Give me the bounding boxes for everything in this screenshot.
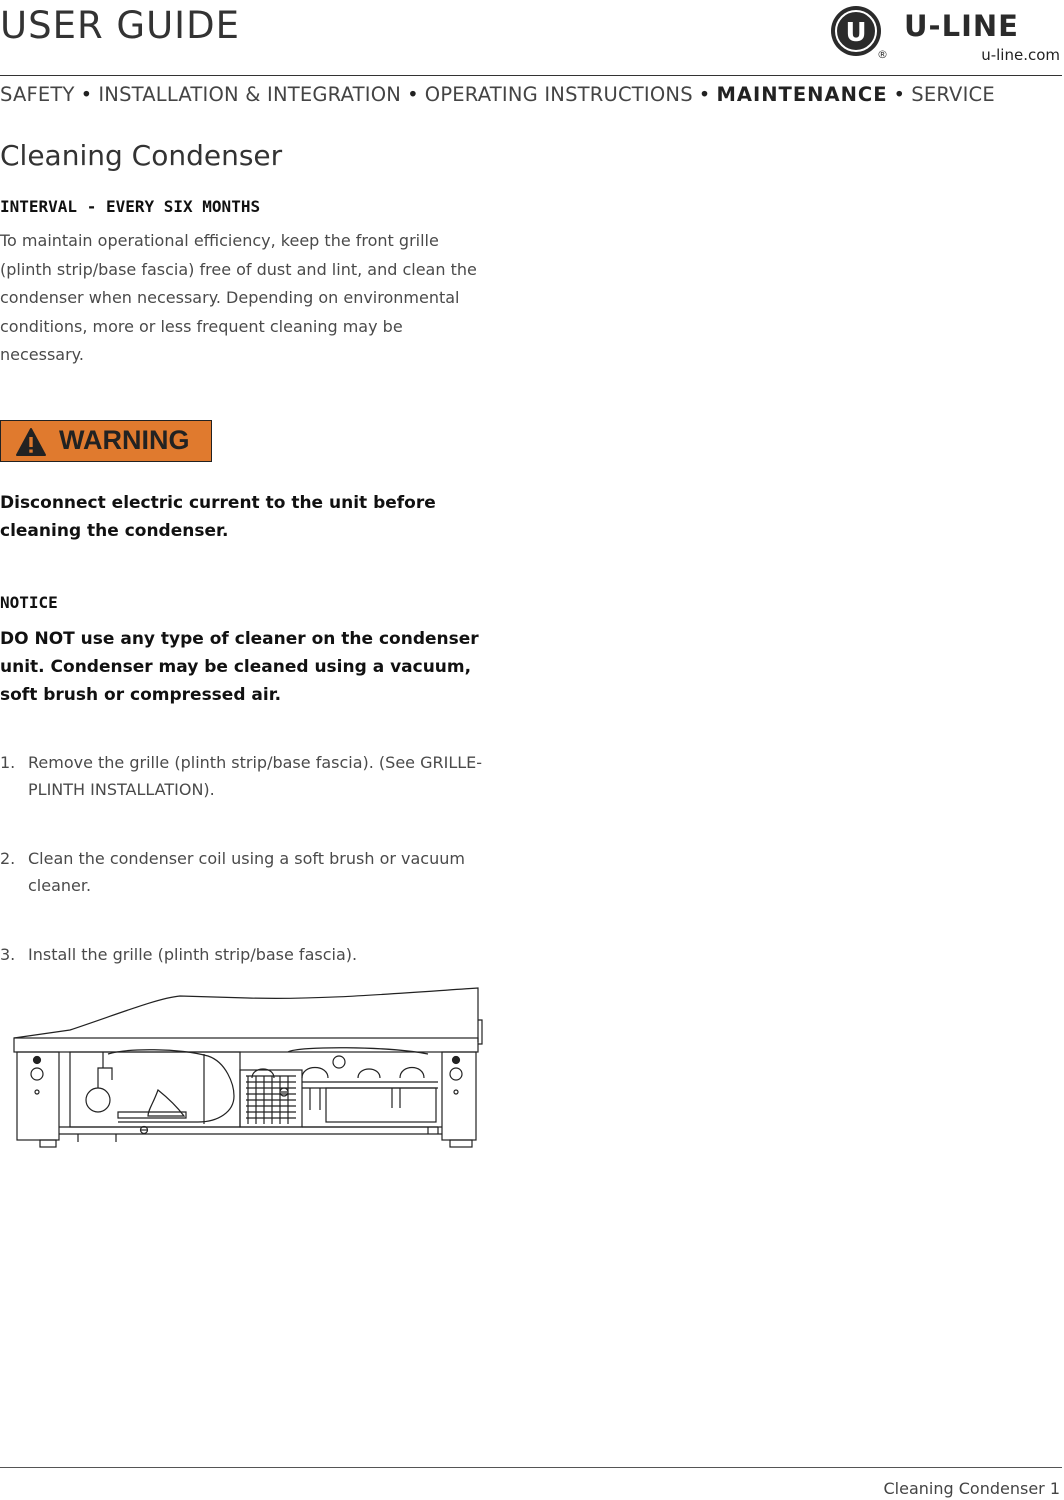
- nav-separator: •: [80, 83, 93, 106]
- notice-text: DO NOT use any type of cleaner on the condenser unit. Condenser may be cleaned using a vacuum, soft brush or compressed air.: [0, 629, 479, 705]
- brand-mark: U: [845, 18, 867, 48]
- nav-separator: •: [698, 83, 711, 106]
- step-number: 1.: [0, 753, 16, 772]
- step-number: 3.: [0, 945, 16, 964]
- warning-label: WARNING: [59, 425, 190, 455]
- condenser-illustration: [8, 984, 488, 1150]
- interval-heading: INTERVAL - EVERY SIX MONTHS: [0, 197, 261, 216]
- step-text: Remove the grille (plinth strip/base fascia). (See GRILLE-PLINTH INSTALLATION).: [28, 753, 483, 799]
- nav-item-operating[interactable]: OPERATING INSTRUCTIONS: [424, 83, 693, 106]
- intro-paragraph: To maintain operational efficiency, keep the front grille (plinth strip/base fascia) free of dust and lint, and clean the condenser when necessary. Depending on environmental conditions, more or less frequent cleaning may be necessary.: [0, 231, 477, 364]
- nav-item-safety[interactable]: SAFETY: [0, 83, 75, 106]
- nav-separator: •: [407, 83, 419, 106]
- step-number: 2.: [0, 849, 16, 868]
- warning-triangle-icon: [15, 427, 47, 457]
- warning-label-box: [0, 420, 212, 462]
- document-title: USER GUIDE: [0, 4, 240, 47]
- step-item: [0, 749, 495, 803]
- step-item: [0, 845, 495, 899]
- step-item: [0, 941, 495, 968]
- header-rule: [0, 75, 1062, 76]
- brand-name: U-LINE: [904, 9, 1019, 43]
- website-link[interactable]: u-line.com: [981, 46, 1060, 64]
- warning-text: Disconnect electric current to the unit before cleaning the condenser.: [0, 493, 436, 541]
- step-text: Install the grille (plinth strip/base fascia).: [28, 945, 358, 964]
- registered-mark: ®: [877, 48, 888, 61]
- nav-item-service[interactable]: SERVICE: [911, 83, 995, 106]
- nav-item-maintenance[interactable]: MAINTENANCE: [716, 83, 888, 106]
- footer-rule: [0, 1467, 1062, 1468]
- nav-item-installation[interactable]: INSTALLATION & INTEGRATION: [98, 83, 402, 106]
- notice-heading: NOTICE: [0, 593, 58, 612]
- page-footer: Cleaning Condenser 1: [883, 1479, 1060, 1498]
- section-title: Cleaning Condenser: [0, 139, 283, 172]
- nav-separator: •: [893, 83, 906, 106]
- step-text: Clean the condenser coil using a soft brush or vacuum cleaner.: [28, 849, 465, 895]
- section-nav: [0, 83, 995, 106]
